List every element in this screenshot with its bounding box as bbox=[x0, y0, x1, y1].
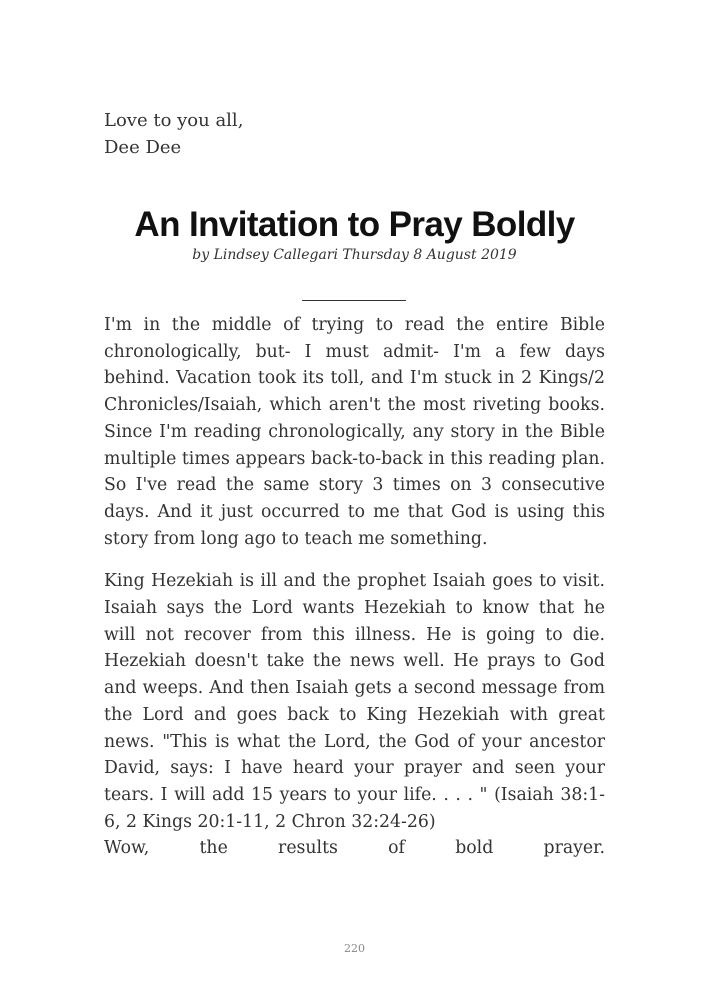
section-divider bbox=[302, 300, 406, 301]
article-byline: by Lindsey Callegari Thursday 8 August 2019 bbox=[192, 247, 517, 263]
body-paragraph: King Hezekiah is ill and the prophet Isaiah goes to visit. Isaiah says the Lord wants Hezekiah to know that he will not recover from this illness. He is going to die. Hezekiah doesn't take the news well. He prays to God and weeps. And then Isaiah gets a second message from the Lord and goes back to King Hezekiah with great news. "This is what the Lord, the God of your ancestor David, says: I have heard your prayer and seen your tears. I will add 15 years to your life. . . . " (Isaiah 38:1-6, 2 Kings 20:1-11, 2 Chron 32:24-26) bbox=[104, 571, 605, 832]
body-paragraph: I'm in the middle of trying to read the entire Bible chronologically, but- I must admit- I'm a few days behind. Vacation took its toll, and I'm stuck in 2 Kings/2 Chronicles/Isaiah, which aren't the most riveting books. Since I'm reading chronologically, any story in the Bible multiple times appears back-to-back in this reading plan. So I've read the same story 3 times on 3 consecutive days. And it just occurred to me that God is using this story from long ago to teach me something. bbox=[104, 315, 605, 549]
body-paragraph: Wow, the results of bold prayer. bbox=[104, 838, 605, 859]
article-body bbox=[104, 312, 605, 862]
page-number: 220 bbox=[344, 942, 365, 955]
article-title: An Invitation to Pray Boldly bbox=[134, 205, 575, 244]
closing-salutation: Love to you all, bbox=[104, 110, 244, 131]
letter-closing bbox=[104, 107, 606, 161]
closing-signature: Dee Dee bbox=[104, 137, 182, 158]
